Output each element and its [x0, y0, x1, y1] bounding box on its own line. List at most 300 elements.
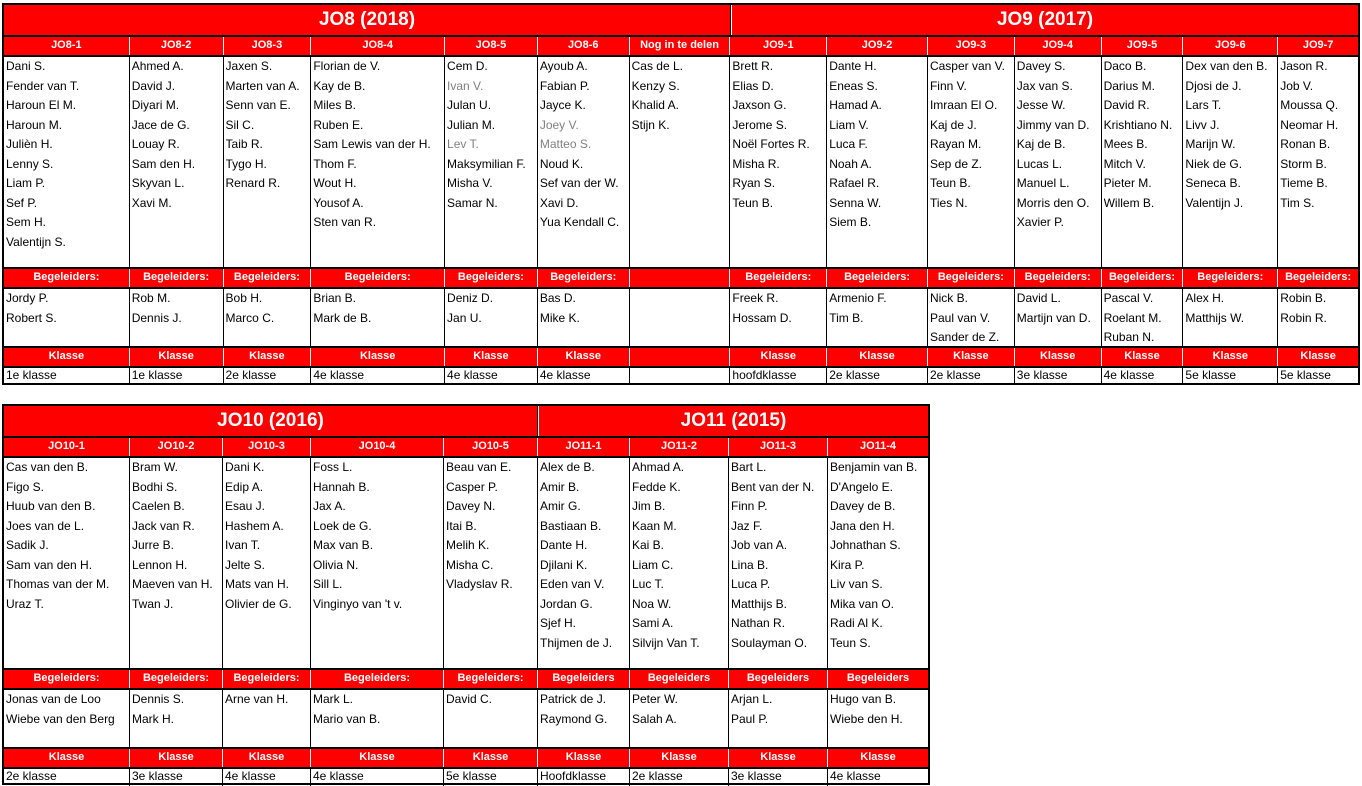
player-name: Figo S.: [6, 479, 45, 494]
player-name: Daco B.: [1103, 59, 1147, 73]
coach-name: Pascal V.: [1103, 291, 1154, 305]
player-name: Lenny S.: [6, 156, 54, 171]
team-name-header: JO9-1: [730, 37, 827, 55]
player-name: Jaxen S.: [225, 59, 273, 73]
player-name: Teun B.: [732, 195, 774, 210]
begeleiders-label: [630, 269, 731, 287]
player-name: Jason R.: [1280, 59, 1328, 73]
klasse-value: 4e klasse: [311, 769, 444, 786]
klasse-label: Klasse: [1183, 348, 1278, 366]
player-name: Valentijn S.: [6, 234, 66, 249]
player-name: Lennon H.: [132, 557, 188, 572]
player-list: [4, 57, 130, 267]
player-name: Julan U.: [447, 98, 492, 112]
player-name: Noël Fortes R.: [732, 137, 810, 151]
player-name: Teun S.: [830, 635, 871, 650]
coaches-row: [4, 289, 1358, 346]
player-name: Silvijn Van T.: [632, 635, 700, 650]
player-name: Moussa Q.: [1280, 98, 1339, 112]
begeleiders-label: Begeleiders:: [730, 269, 827, 287]
player-name: Mats van H.: [225, 577, 290, 591]
team-name-header: JO9-4: [1015, 37, 1102, 55]
player-name: Renard R.: [225, 176, 281, 190]
player-name: Marten van A.: [225, 78, 300, 93]
player-name: Brett R.: [732, 59, 774, 73]
player-name: Ayoub A.: [539, 59, 588, 73]
player-name: Jerome S.: [732, 117, 788, 132]
player-name: Sam Lewis van der H.: [313, 137, 431, 151]
player-name: Sef P.: [6, 195, 38, 210]
klasse-value: 4e klasse: [1102, 368, 1184, 385]
player-name: Maksymilian F.: [447, 156, 526, 171]
player-name: Job V.: [1280, 78, 1314, 93]
player-name: Louay R.: [131, 137, 180, 151]
klasse-label: Klasse: [4, 749, 130, 767]
player-name: Casper van V.: [929, 59, 1005, 73]
player-list: [444, 458, 538, 668]
player-name: Miles B.: [313, 98, 357, 112]
begeleiders-label: Begeleiders:: [445, 269, 538, 287]
coach-name: Arjan L.: [731, 692, 773, 706]
coach-list: [1015, 289, 1102, 346]
klasse-label: Klasse: [828, 749, 928, 767]
klasse-value: 4e klasse: [223, 769, 311, 786]
coach-list: [311, 289, 445, 346]
player-name: Julièn H.: [6, 137, 53, 151]
player-name: Liam C.: [632, 557, 674, 572]
team-header-row: [4, 37, 1358, 55]
coach-name: Jordy P.: [6, 291, 49, 305]
coach-name: Hugo van B.: [830, 692, 897, 706]
player-name: Olivier de G.: [225, 596, 292, 611]
coach-name: Mark L.: [313, 692, 354, 706]
player-name: Noud K.: [539, 156, 584, 171]
coach-list: [538, 289, 630, 346]
player-name: Kaj de J.: [929, 117, 977, 132]
begeleiders-label: Begeleiders:: [130, 269, 224, 287]
team-name-header: JO11-2: [630, 438, 729, 456]
begeleiders-label: Begeleiders:: [827, 269, 928, 287]
player-name: Jaxson G.: [732, 98, 787, 112]
coach-name: Wiebe den H.: [830, 711, 903, 726]
player-name: Vladyslav R.: [446, 577, 513, 591]
player-name: Max van B.: [313, 538, 374, 552]
klasse-value: 3e klasse: [130, 769, 223, 786]
klasse-value: 2e klasse: [827, 368, 928, 385]
coach-name: Arne van H.: [225, 692, 289, 706]
player-name: Skyvan L.: [131, 176, 185, 190]
player-name: Elias D.: [732, 78, 774, 93]
team-name-header: JO10-3: [223, 438, 311, 456]
begeleiders-label: Begeleiders:: [1278, 269, 1358, 287]
coach-list: [538, 690, 630, 747]
player-name: Siem B.: [829, 215, 872, 229]
player-name: Eneas S.: [829, 78, 878, 93]
player-name: Hashem A.: [225, 518, 284, 533]
player-name: Lucas L.: [1016, 156, 1063, 171]
player-name: Fabian P.: [539, 78, 590, 93]
player-name: Amir B.: [540, 479, 580, 494]
coach-list: [1278, 289, 1358, 346]
player-name: Esau J.: [225, 499, 266, 513]
player-name: Dani K.: [225, 460, 265, 474]
team-name-header: JO9-3: [928, 37, 1015, 55]
player-name: Jesse W.: [1016, 98, 1066, 112]
bottom-schedule-table: [2, 404, 930, 785]
klasse-label: Klasse: [311, 348, 445, 366]
coach-name: Rob M.: [131, 291, 171, 305]
player-name: Dani S.: [6, 59, 46, 73]
player-name: Rayan M.: [929, 137, 982, 151]
coach-name: Jan U.: [447, 310, 482, 325]
player-name: Kenzy S.: [631, 78, 680, 93]
player-name: Liam P.: [6, 176, 46, 190]
player-name: Melih K.: [446, 538, 490, 552]
player-name: Sjef H.: [540, 616, 577, 630]
player-name: Ivan V.: [447, 78, 484, 93]
player-name: Jana den H.: [830, 518, 895, 533]
player-name: Finn P.: [731, 499, 768, 513]
coach-list: [630, 690, 729, 747]
coach-name: Dennis S.: [132, 692, 185, 706]
player-name: Xavi D.: [539, 195, 579, 210]
player-name: Joey V.: [539, 117, 579, 132]
begeleiders-label: Begeleiders:: [311, 269, 445, 287]
player-name: Caelen B.: [132, 499, 185, 513]
player-name: Kay de B.: [313, 78, 366, 93]
coach-list: [4, 690, 130, 747]
player-name: Mitch V.: [1103, 156, 1146, 171]
coach-list: [1102, 289, 1184, 346]
player-name: Niek de G.: [1185, 156, 1243, 171]
player-name: Teun B.: [929, 176, 971, 190]
coach-name: Mario van B.: [313, 711, 381, 726]
player-name: Fedde K.: [632, 479, 681, 494]
coach-list: [827, 289, 928, 346]
coach-name: Mike K.: [539, 310, 580, 325]
player-name: Itai B.: [446, 518, 477, 533]
player-name: Haroun M.: [6, 117, 63, 132]
player-name: Jimmy van D.: [1016, 117, 1090, 132]
player-list: [311, 458, 444, 668]
coach-list: [445, 289, 538, 346]
coach-name: Dennis J.: [131, 310, 182, 325]
coach-list: [630, 289, 731, 346]
klasse-label: Klasse: [928, 348, 1015, 366]
coach-name: Marco C.: [225, 310, 275, 325]
coach-name: Paul P.: [731, 711, 769, 726]
player-name: Jayce K.: [539, 98, 586, 112]
player-name: Sam den H.: [131, 156, 196, 171]
coach-name: David L.: [1016, 291, 1061, 305]
player-name: Sill L.: [313, 577, 343, 591]
coach-name: Raymond G.: [540, 711, 608, 726]
player-name: Luc T.: [632, 577, 664, 591]
team-name-header: JO10-1: [4, 438, 130, 456]
coach-name: Wiebe van den Berg: [6, 711, 115, 726]
player-name: Misha R.: [732, 156, 780, 171]
player-name: Marijn W.: [1185, 137, 1236, 151]
begeleiders-label: Begeleiders: [630, 670, 729, 688]
coach-name: Tim B.: [829, 310, 864, 325]
player-name: Hannah B.: [313, 479, 370, 494]
group-title-jo8: JO8 (2018): [4, 5, 731, 35]
coach-list: [224, 289, 312, 346]
coach-name: Sander de Z.: [929, 330, 1000, 344]
group-title-jo11: JO11 (2015): [538, 406, 928, 436]
coach-name: Mark de B.: [313, 310, 372, 325]
player-list: [1102, 57, 1184, 267]
player-name: Ahmad A.: [632, 460, 685, 474]
klasse-value: 2e klasse: [928, 368, 1015, 385]
player-name: Thomas van der M.: [6, 577, 110, 591]
player-name: Florian de V.: [313, 59, 381, 73]
player-list: [223, 458, 311, 668]
player-name: Pieter M.: [1103, 176, 1152, 190]
player-name: Xavier P.: [1016, 215, 1064, 229]
player-name: Ahmed A.: [131, 59, 184, 73]
coach-name: Freek R.: [732, 291, 779, 305]
player-name: Bent van der N.: [731, 479, 815, 494]
begeleiders-label: Begeleiders: [729, 670, 828, 688]
player-name: Kaan M.: [632, 518, 677, 533]
klasse-value: hoofdklasse: [730, 368, 827, 385]
coaches-row: [4, 690, 928, 747]
coach-name: Brian B.: [313, 291, 357, 305]
player-list: [729, 458, 828, 668]
klasse-value: [630, 368, 731, 385]
player-name: Sep de Z.: [929, 156, 982, 171]
coach-name: David C.: [446, 692, 493, 706]
player-name: D'Angelo E.: [830, 479, 893, 494]
coach-list: [730, 289, 827, 346]
coach-list: [444, 690, 538, 747]
klasse-value: Hoofdklasse: [538, 769, 630, 786]
klasse-label: Klasse: [1102, 348, 1184, 366]
player-name: Sam van den H.: [6, 557, 93, 572]
coach-list: [311, 690, 444, 747]
player-name: Jelte S.: [225, 557, 266, 572]
team-name-header: JO9-5: [1102, 37, 1184, 55]
klasse-label: Klasse: [1278, 348, 1358, 366]
player-name: Valentijn J.: [1185, 195, 1244, 210]
player-name: Lev T.: [447, 137, 479, 151]
klasse-bar: [4, 348, 1358, 366]
player-name: Twan J.: [132, 596, 174, 611]
coach-name: Jonas van de Loo: [6, 692, 101, 706]
begeleiders-label: Begeleiders:: [444, 670, 538, 688]
coach-list: [130, 289, 224, 346]
player-name: Alex de B.: [540, 460, 595, 474]
player-name: Tieme B.: [1280, 176, 1328, 190]
player-name: Foss L.: [313, 460, 353, 474]
player-list: [538, 458, 630, 668]
klasse-label: Klasse: [538, 348, 630, 366]
klasse-value: 4e klasse: [538, 368, 630, 385]
player-name: Mees B.: [1103, 137, 1148, 151]
begeleiders-label: Begeleiders:: [1102, 269, 1184, 287]
player-name: Kira P.: [830, 557, 865, 572]
player-name: Nathan R.: [731, 616, 786, 630]
player-name: Bart L.: [731, 460, 767, 474]
begeleiders-label: Begeleiders:: [538, 269, 630, 287]
player-name: Benjamin van B.: [830, 460, 918, 474]
player-name: Tygo H.: [225, 156, 267, 171]
player-name: Matthijs B.: [731, 596, 788, 611]
player-name: Bram W.: [132, 460, 179, 474]
player-name: Joes van de L.: [6, 518, 85, 533]
team-name-header: JO9-6: [1183, 37, 1278, 55]
klasse-label: Klasse: [130, 348, 224, 366]
player-list: [828, 458, 928, 668]
player-name: Storm B.: [1280, 156, 1327, 171]
klasse-value: 3e klasse: [729, 769, 828, 786]
player-name: Samar N.: [447, 195, 498, 210]
player-name: Davey S.: [1016, 59, 1066, 73]
klasse-label: Klasse: [1015, 348, 1102, 366]
player-list: [445, 57, 538, 267]
player-name: Jace de G.: [131, 117, 190, 132]
klasse-row: [4, 769, 928, 786]
klasse-label: Klasse: [223, 749, 311, 767]
player-name: Dante H.: [829, 59, 877, 73]
player-list: [730, 57, 827, 267]
player-name: Noa W.: [632, 596, 672, 611]
klasse-label: Klasse: [729, 749, 828, 767]
player-name: Rafael R.: [829, 176, 880, 190]
player-name: Djilani K.: [540, 557, 588, 572]
coach-list: [1183, 289, 1278, 346]
klasse-value: 4e klasse: [445, 368, 538, 385]
player-list: [1278, 57, 1358, 267]
player-name: Jack van R.: [132, 518, 195, 533]
begeleiders-label: Begeleiders:: [311, 670, 444, 688]
player-name: Lina B.: [731, 557, 769, 572]
coach-name: Martijn van D.: [1016, 310, 1091, 325]
player-name: Maeven van H.: [132, 577, 213, 591]
coach-list: [130, 690, 223, 747]
players-row: [4, 458, 928, 668]
player-name: Sil C.: [225, 117, 255, 132]
player-name: Seneca B.: [1185, 176, 1241, 190]
player-name: Liam V.: [829, 117, 869, 132]
player-name: Dex van den B.: [1185, 59, 1268, 73]
player-name: Matteo S.: [539, 137, 592, 151]
begeleiders-label: Begeleiders:: [223, 670, 311, 688]
team-name-header: JO11-1: [538, 438, 630, 456]
coach-list: [4, 289, 130, 346]
klasse-label: [630, 348, 731, 366]
coach-name: Robert S.: [6, 310, 57, 325]
team-header-row: [4, 438, 928, 456]
player-name: David J.: [131, 78, 176, 93]
player-name: Kaj de B.: [1016, 137, 1066, 151]
player-name: Ivan T.: [225, 538, 261, 552]
klasse-value: 5e klasse: [444, 769, 538, 786]
coach-list: [828, 690, 928, 747]
player-name: Johnathan S.: [830, 538, 901, 552]
player-name: Manuel L.: [1016, 176, 1070, 190]
player-name: Thom F.: [313, 156, 357, 171]
player-name: Davey N.: [446, 499, 496, 513]
player-list: [130, 57, 224, 267]
player-name: Bastiaan B.: [540, 518, 602, 533]
player-name: Jaz F.: [731, 518, 763, 533]
klasse-value: 1e klasse: [4, 368, 130, 385]
player-name: Sten van R.: [313, 215, 377, 229]
player-name: Xavi M.: [131, 195, 172, 210]
team-name-header: JO11-3: [729, 438, 828, 456]
player-name: Senna W.: [829, 195, 882, 210]
coach-name: Matthijs W.: [1185, 310, 1245, 325]
player-name: Imraan El O.: [929, 98, 998, 112]
coach-name: Roelant M.: [1103, 310, 1162, 325]
player-list: [224, 57, 312, 267]
team-name-header: Nog in te delen: [630, 37, 731, 55]
team-name-header: JO10-5: [444, 438, 538, 456]
player-name: Krishtiano N.: [1103, 117, 1173, 132]
player-name: Stijn K.: [631, 117, 670, 132]
player-name: Diyari M.: [131, 98, 180, 112]
player-name: Dante H.: [540, 538, 588, 552]
coach-name: Patrick de J.: [540, 692, 607, 706]
klasse-label: Klasse: [224, 348, 312, 366]
begeleiders-label: Begeleiders: [538, 670, 630, 688]
klasse-value: 3e klasse: [1015, 368, 1102, 385]
player-name: Luca F.: [829, 137, 868, 151]
player-name: Olivia N.: [313, 557, 359, 572]
player-name: Jax A.: [313, 499, 346, 513]
player-name: Yousof A.: [313, 195, 364, 210]
player-name: Jurre B.: [132, 538, 175, 552]
team-name-header: JO9-7: [1278, 37, 1358, 55]
coach-name: Paul van V.: [929, 310, 991, 325]
player-name: Taib R.: [225, 137, 263, 151]
player-name: Jim B.: [632, 499, 666, 513]
player-name: Tim S.: [1280, 195, 1315, 210]
klasse-label: Klasse: [444, 749, 538, 767]
player-name: Ties N.: [929, 195, 968, 210]
team-name-header: JO11-4: [828, 438, 928, 456]
player-list: [928, 57, 1015, 267]
coach-name: Robin R.: [1280, 310, 1327, 325]
player-name: Yua Kendall C.: [539, 215, 620, 229]
player-name: Hamad A.: [829, 98, 882, 112]
player-name: Ryan S.: [732, 176, 776, 190]
player-name: Casper P.: [446, 479, 498, 494]
player-list: [4, 458, 130, 668]
player-name: Misha C.: [446, 557, 494, 572]
player-list: [311, 57, 445, 267]
begeleiders-label: Begeleiders:: [928, 269, 1015, 287]
player-name: Willem B.: [1103, 195, 1155, 210]
begeleiders-label: Begeleiders:: [224, 269, 312, 287]
team-name-header: JO8-2: [130, 37, 224, 55]
player-name: Amir G.: [540, 499, 581, 513]
group-title-jo9: JO9 (2017): [731, 5, 1358, 35]
klasse-label: Klasse: [630, 749, 729, 767]
player-name: Beau van E.: [446, 460, 512, 474]
player-name: Vinginyo van 't v.: [313, 596, 403, 611]
klasse-row: [4, 368, 1358, 385]
player-name: Lars T.: [1185, 98, 1222, 112]
player-name: Darius M.: [1103, 78, 1155, 93]
begeleiders-label: Begeleiders: [828, 670, 928, 688]
klasse-value: 5e klasse: [1280, 368, 1331, 382]
player-name: Misha V.: [447, 176, 493, 190]
team-name-header: JO8-5: [445, 37, 538, 55]
player-name: Huub van den B.: [6, 499, 96, 513]
